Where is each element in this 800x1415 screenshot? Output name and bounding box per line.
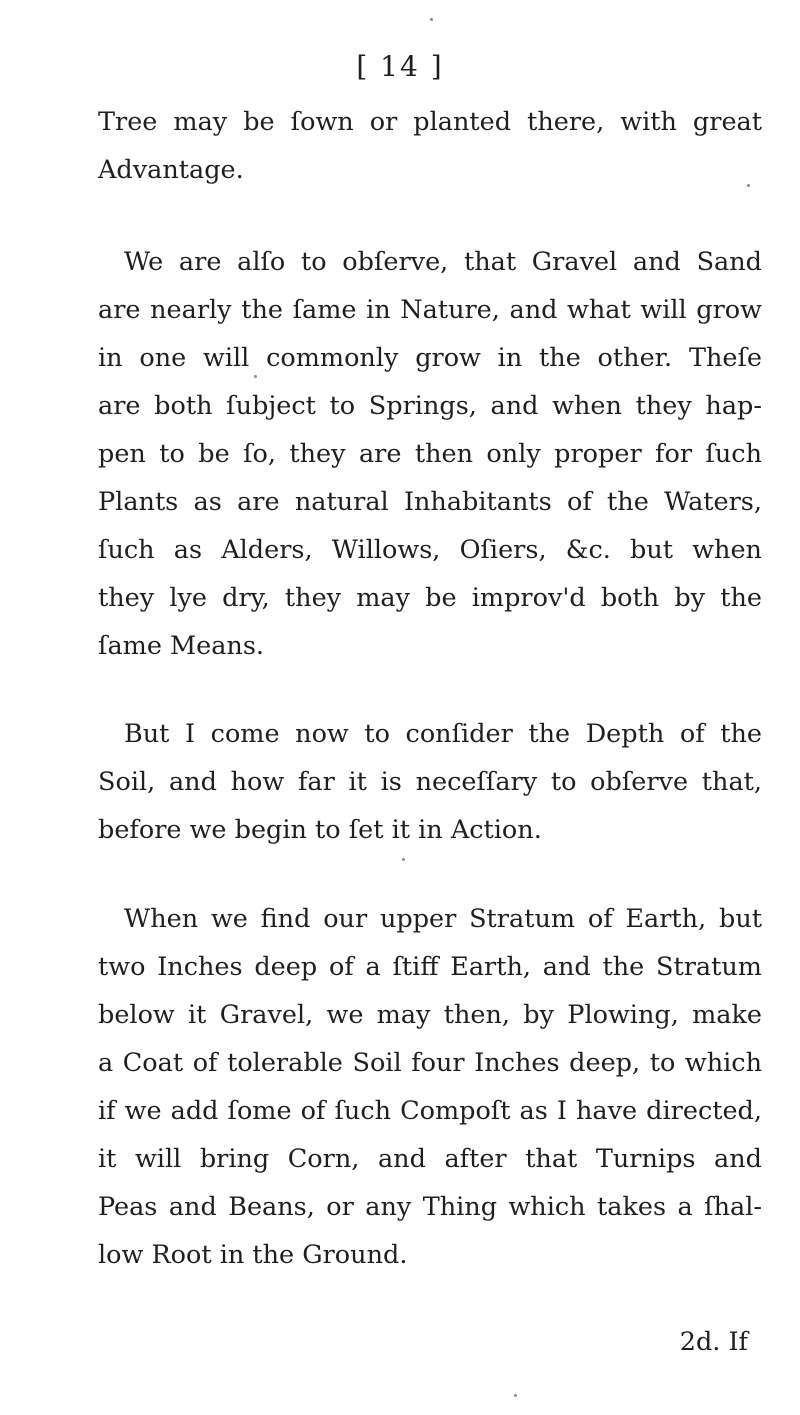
text-line: they lye dry, they may be improv'd both by the xyxy=(98,583,762,613)
paragraph-4 xyxy=(98,895,762,1279)
text-line: Peas and Beans, or any Thing which takes a ſhal- xyxy=(98,1192,762,1222)
catchword: 2d. If xyxy=(679,1327,748,1357)
paper-speck xyxy=(747,184,750,187)
text-line: if we add ſome of ſuch Compoſt as I have directed, xyxy=(98,1096,762,1126)
page-number: [ 14 ] xyxy=(356,50,444,83)
text-line: Soil, and how far it is neceſſary to obſerve that, xyxy=(98,767,762,797)
text-line: are both ſubject to Springs, and when they hap- xyxy=(98,391,762,421)
paragraph-3 xyxy=(98,710,762,854)
text-line: ſuch as Alders, Willows, Oſiers, &c. but when xyxy=(98,535,762,565)
text-line: But I come now to conſider the Depth of the xyxy=(124,719,762,749)
paragraph-1 xyxy=(98,98,762,194)
paragraph-2 xyxy=(98,238,762,670)
text-line: before we begin to ſet it in Action. xyxy=(98,815,542,845)
paper-speck xyxy=(430,18,433,21)
paper-speck xyxy=(402,858,405,861)
text-line: Advantage. xyxy=(98,155,244,185)
paper-speck xyxy=(254,375,257,378)
text-line: two Inches deep of a ſtiff Earth, and the Stratum xyxy=(98,952,762,982)
text-line: low Root in the Ground. xyxy=(98,1240,408,1270)
paper-speck xyxy=(514,1394,517,1397)
text-line: When we find our upper Stratum of Earth, but xyxy=(124,904,762,934)
text-line: pen to be ſo, they are then only proper for ſuch xyxy=(98,439,762,469)
text-line: a Coat of tolerable Soil four Inches deep, to which xyxy=(98,1048,762,1078)
text-line: We are alſo to obſerve, that Gravel and Sand xyxy=(124,247,762,277)
text-line: in one will commonly grow in the other. Theſe xyxy=(98,343,762,373)
text-line: Tree may be ſown or planted there, with great xyxy=(98,107,762,137)
text-line: Plants as are natural Inhabitants of the Waters, xyxy=(98,487,762,517)
text-line: are nearly the ſame in Nature, and what will grow xyxy=(98,295,762,325)
text-line: below it Gravel, we may then, by Plowing, make xyxy=(98,1000,762,1030)
text-line: ſame Means. xyxy=(98,631,265,661)
text-line: it will bring Corn, and after that Turnips and xyxy=(98,1144,762,1174)
